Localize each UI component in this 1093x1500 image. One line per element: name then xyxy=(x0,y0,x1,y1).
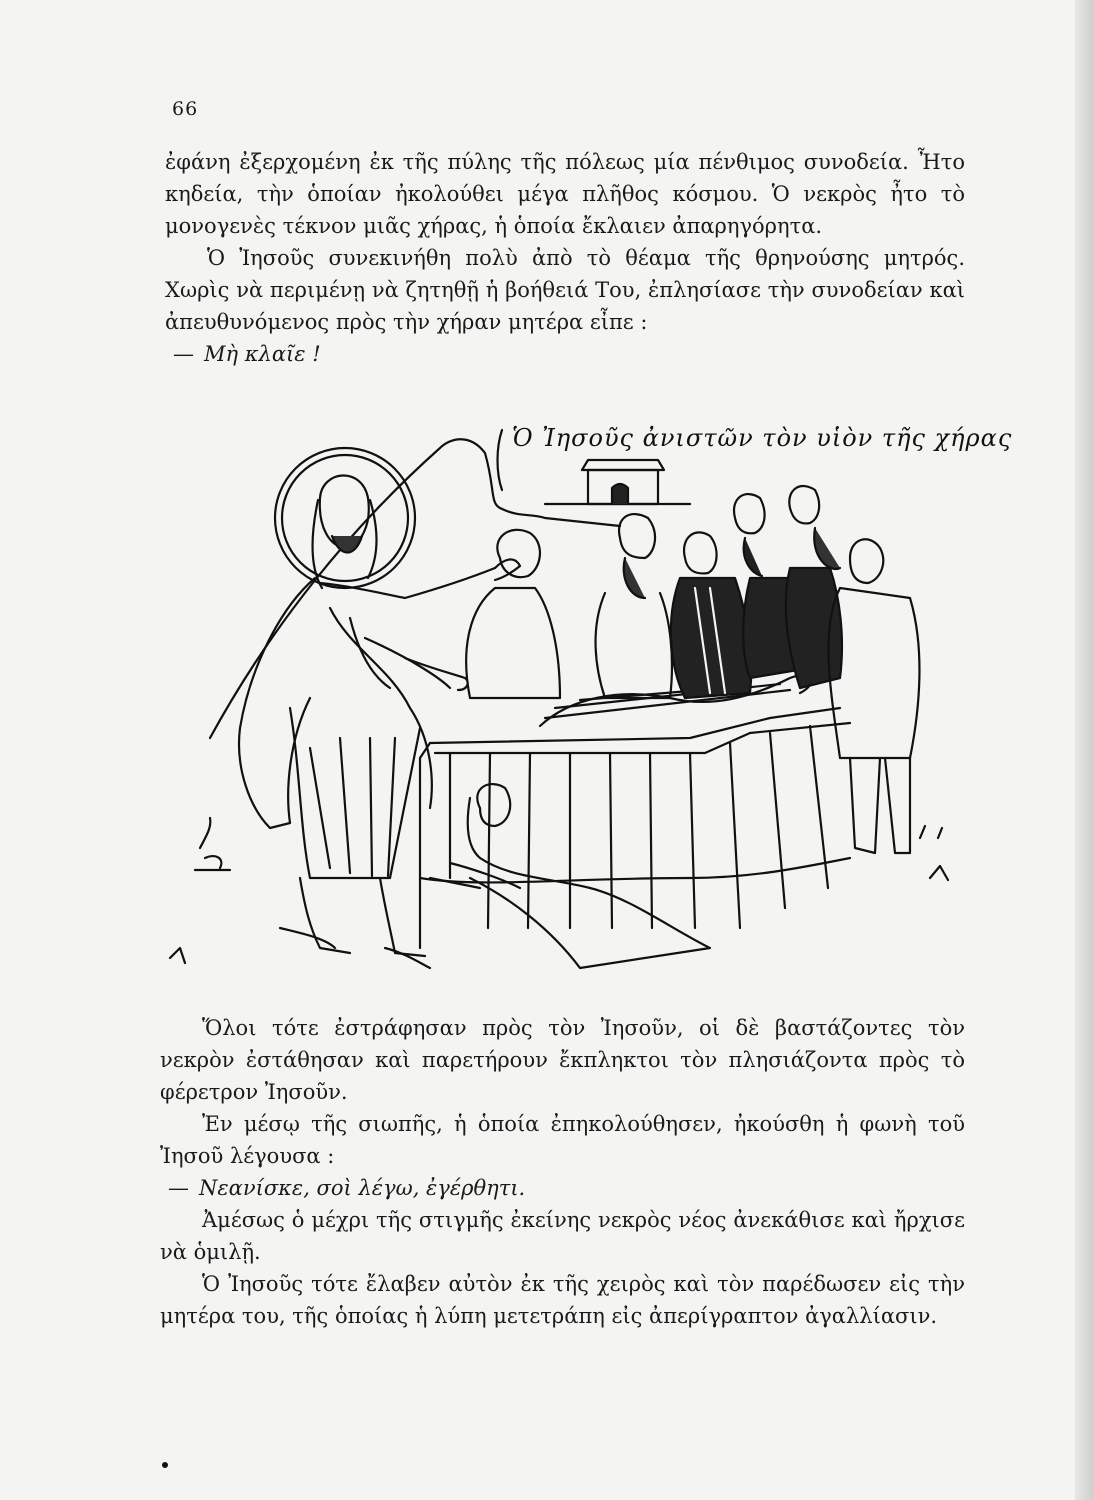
jesus-left-arm-robe xyxy=(239,578,315,828)
mother-head xyxy=(477,784,510,826)
bottom-mark xyxy=(162,1462,168,1468)
page-edge xyxy=(1075,0,1093,1500)
paragraph-gave-to-mother: Ὁ Ἰησοῦς τότε ἔλαβεν αὐτὸν ἐκ τῆς χειρὸς καὶ τὸν παρέδωσεν εἰς τὴν μητέρα του, τῆς ὁποίας ἡ λύπη μετετράπη εἰς ἀπερίγραπτον ἀγαλλίασιν. xyxy=(160,1272,965,1328)
caption-bracket xyxy=(498,430,503,490)
speech-text-2: Νεανίσκε, σοὶ λέγω, ἐγέρθητι. xyxy=(199,1176,526,1200)
youth-legs xyxy=(850,758,910,853)
top-text-block xyxy=(165,146,965,370)
paragraph-funeral: ἐφάνη ἐξερχομένη ἐκ τῆς πύλης τῆς πόλεως μία πένθιμος συνοδεία. Ἦτο κηδεία, τὴν ὁποίαν ἠκολούθει μέγα πλῆθος κόσμου. Ὁ νεκρὸς ἦτο τὸ μονογενὲς τέκνον μιᾶς χήρας, ἡ ὁποία ἔκλαιεν ἀπαρηγόρητα. xyxy=(165,150,965,238)
illustration-caption: Ὁ Ἰησοῦς ἀνιστῶν τὸν υἱὸν τῆς χήρας xyxy=(512,424,1013,452)
icon-illustration xyxy=(150,408,970,988)
mountain-outline xyxy=(210,439,620,738)
elder-2-head xyxy=(734,494,765,533)
illustration-drawing xyxy=(150,408,970,988)
speech-young-man-arise xyxy=(160,1172,965,1204)
speech-text: Μὴ κλαῖε ! xyxy=(204,342,321,366)
paragraph-sat-up: Ἀμέσως ὁ μέχρι τῆς στιγμῆς ἐκείνης νεκρὸς νέος ἀνεκάθισε καὶ ἤρχισε νὰ ὁμιλῇ. xyxy=(160,1208,965,1264)
paragraph-silence: Ἐν μέσῳ τῆς σιωπῆς, ἡ ὁποία ἐπηκολούθησεν, ἠκούσθη ἡ φωνὴ τοῦ Ἰησοῦ λέγουσα : xyxy=(160,1112,965,1168)
elder-3-head xyxy=(789,486,819,523)
bier-drape xyxy=(450,726,828,928)
speech-dash: — xyxy=(173,342,194,366)
jesus-tunic xyxy=(290,708,420,878)
bier-top xyxy=(430,708,840,743)
jesus-raised-arm xyxy=(320,568,495,598)
paragraph-all-turned: Ὅλοι τότε ἐστράφησαν πρὸς τὸν Ἰησοῦν, οἱ δὲ βαστάζοντες τὸν νεκρὸν ἐστάθησαν καὶ παρετήρουν ἔκπληκτοι τὸν πλησιάζοντα πρὸς τὸ φέρετρον Ἰησοῦν. xyxy=(160,1016,965,1104)
page-number: 66 xyxy=(172,98,199,120)
elder-1-head xyxy=(619,514,655,558)
speech-do-not-weep xyxy=(165,338,965,370)
youth-head xyxy=(850,539,883,583)
jesus-legs xyxy=(300,878,425,956)
speech-dash-2: — xyxy=(168,1176,189,1200)
son-head xyxy=(684,532,717,573)
mourner-1-head xyxy=(497,530,540,577)
halo xyxy=(275,448,415,588)
paragraph-jesus-moved: Ὁ Ἰησοῦς συνεκινήθη πολὺ ἀπὸ τὸ θέαμα τῆς θρηνούσης μητρός. Χωρὶς νὰ περιμένῃ νὰ ζητηθῇ ἡ βοήθειά Του, ἐπλησίασε τὴν συνοδείαν καὶ ἀπευθυνόμενος πρὸς τὴν χήραν μητέρα εἶπε : xyxy=(165,246,965,334)
plant-left xyxy=(195,818,230,870)
bottom-text-block xyxy=(160,1012,965,1332)
